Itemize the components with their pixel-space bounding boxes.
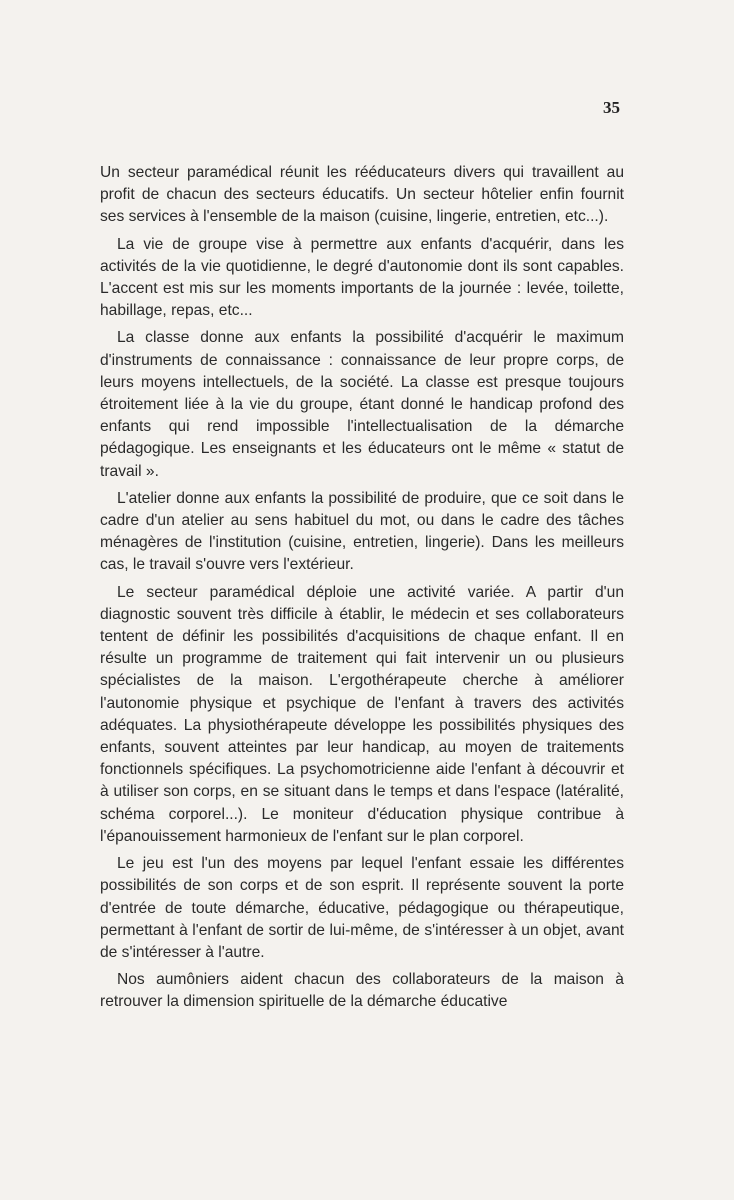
- paragraph-aumoniers: Nos aumôniers aident chacun des collaborateurs de la maison à retrouver la dimension spirituelle de la démarche éducative: [100, 971, 624, 1011]
- paragraph-jeu: Le jeu est l'un des moyens par lequel l'enfant essaie les différentes possibilités de son corps et de son esprit. Il représente souvent la porte d'entrée de toute démarche, éducative, pédagogique ou thérapeutique, permettant à l'enfant de sortir de lui-même, de s'intéresser à un objet, avant de s'intéresser à l'autre.: [100, 855, 624, 961]
- paragraph-atelier: L'atelier donne aux enfants la possibilité de produire, que ce soit dans le cadre d'un atelier au sens habituel du mot, ou dans le cadre des tâches ménagères de l'institution (cuisine, entretien, lingerie). Dans les meilleurs cas, le travail s'ouvre vers l'extérieur.: [100, 489, 624, 574]
- paragraph-vie-de-groupe: La vie de groupe vise à permettre aux enfants d'acquérir, dans les activités de la vie quotidienne, le degré d'autonomie dont ils sont capables. L'accent est mis sur les moments importants de la journée : levée, toilette, habillage, repas, etc...: [100, 235, 624, 320]
- body-text: [100, 162, 624, 1019]
- paragraph-classe: La classe donne aux enfants la possibilité d'acquérir le maximum d'instruments de connaissance : connaissance de leur propre corps, de leurs moyens intellectuels, de la société. La classe est presque toujours étroitement liée à la vie du groupe, étant donné le handicap profond des enfants qui rend impossible l'intellectualisation de la démarche pédagogique. Les enseignants et les éducateurs ont le même « statut de travail ».: [100, 329, 624, 480]
- paragraph-secteur-paramedical: Le secteur paramédical déploie une activité variée. A partir d'un diagnostic souvent très difficile à établir, le médecin et ses collaborateurs tentent de définir les possibilités d'acquisitions de chaque enfant. Il en résulte un programme de traitement qui fait intervenir un ou plusieurs spécialistes de la maison. L'ergothérapeute cherche à améliorer l'autonomie physique et psychique de l'enfant à travers des activités adéquates. La physiothérapeute développe les possibilités physiques des enfants, souvent atteintes par leur handicap, au moyen de traitements fonctionnels spécifiques. La psychomotricienne aide l'enfant à découvrir et à utiliser son corps, en se situant dans le temps et dans l'espace (latéralité, schéma corporel...). Le moniteur d'éducation physique contribue à l'épanouissement harmonieux de l'enfant sur le plan corporel.: [100, 583, 624, 845]
- paragraph-secteur-hotelier: Un secteur paramédical réunit les rééducateurs divers qui travaillent au profit de chacun des secteurs éducatifs. Un secteur hôtelier enfin fournit ses services à l'ensemble de la maison (cuisine, lingerie, entretien, etc...).: [100, 164, 624, 226]
- page-number: 35: [603, 98, 620, 117]
